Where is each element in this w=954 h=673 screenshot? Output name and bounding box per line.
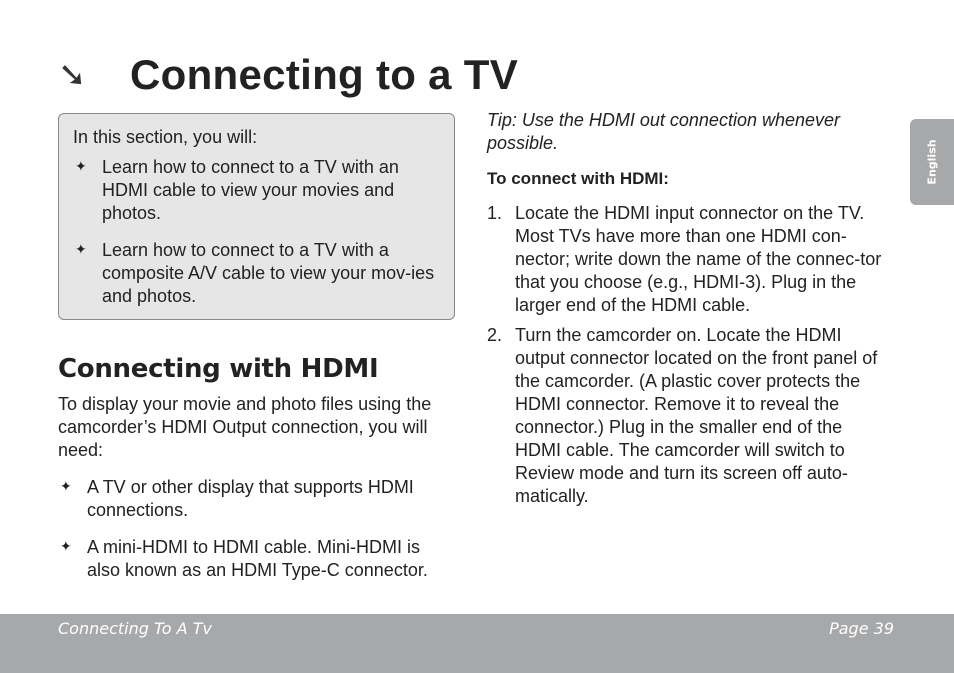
arrow-icon: ➘	[58, 55, 87, 95]
page-title: Connecting to a TV	[130, 51, 519, 98]
page-number: Page 39	[829, 619, 894, 638]
star-bullet-icon: ✦	[60, 479, 72, 495]
tip-text: Tip: Use the HDMI out connection whenever possible.	[487, 110, 841, 153]
step-text: Locate the HDMI input connector on the TV. Most TVs have more than one HDMI con-nector; write down the name of the connec-tor that you choose (e.g., HDMI-3). Plug in the larger end of the HDMI cable.	[515, 203, 882, 315]
section-paragraph: To display your movie and photo files using the camcorder’s HDMI Output connection, you will need:	[58, 394, 432, 460]
steps-heading: To connect with HDMI:	[487, 169, 669, 188]
step-number: 1.	[487, 203, 503, 223]
page-title-row	[58, 50, 518, 100]
star-bullet-icon: ✦	[60, 539, 72, 555]
left-column	[58, 393, 458, 596]
step-item	[487, 324, 892, 508]
summary-item	[73, 239, 440, 308]
language-tab	[910, 119, 954, 205]
section-summary-box	[58, 113, 455, 320]
requirement-item-text: A TV or other display that supports HDMI connections.	[87, 477, 414, 520]
requirement-item	[58, 476, 458, 522]
right-column	[487, 109, 892, 515]
step-number: 2.	[487, 325, 503, 345]
requirement-item-text: A mini-HDMI to HDMI cable. Mini-HDMI is also known as an HDMI Type-C connector.	[87, 537, 428, 580]
page-footer	[0, 614, 954, 673]
star-bullet-icon: ✦	[75, 159, 87, 175]
summary-lead: In this section, you will:	[73, 127, 258, 147]
step-text: Turn the camcorder on. Locate the HDMI output connector located on the front panel of the camcorder. (A plastic cover protects the HDMI connector. Remove it to reveal the connector.) Plug in the smaller end of the HDMI cable. The camcorder will switch to Review mode and turn its screen off auto-matically.	[515, 325, 878, 506]
section-heading: Connecting with HDMI	[58, 354, 379, 384]
footer-section-title: Connecting To A Tv	[58, 619, 212, 638]
summary-item	[73, 156, 440, 225]
summary-item-text: Learn how to connect to a TV with an HDMI cable to view your movies and photos.	[102, 157, 399, 223]
language-tab-label: English	[925, 139, 939, 185]
star-bullet-icon: ✦	[75, 242, 87, 258]
step-item	[487, 202, 892, 317]
summary-item-text: Learn how to connect to a TV with a composite A/V cable to view your mov-ies and photos.	[102, 240, 435, 306]
requirement-item	[58, 536, 458, 582]
